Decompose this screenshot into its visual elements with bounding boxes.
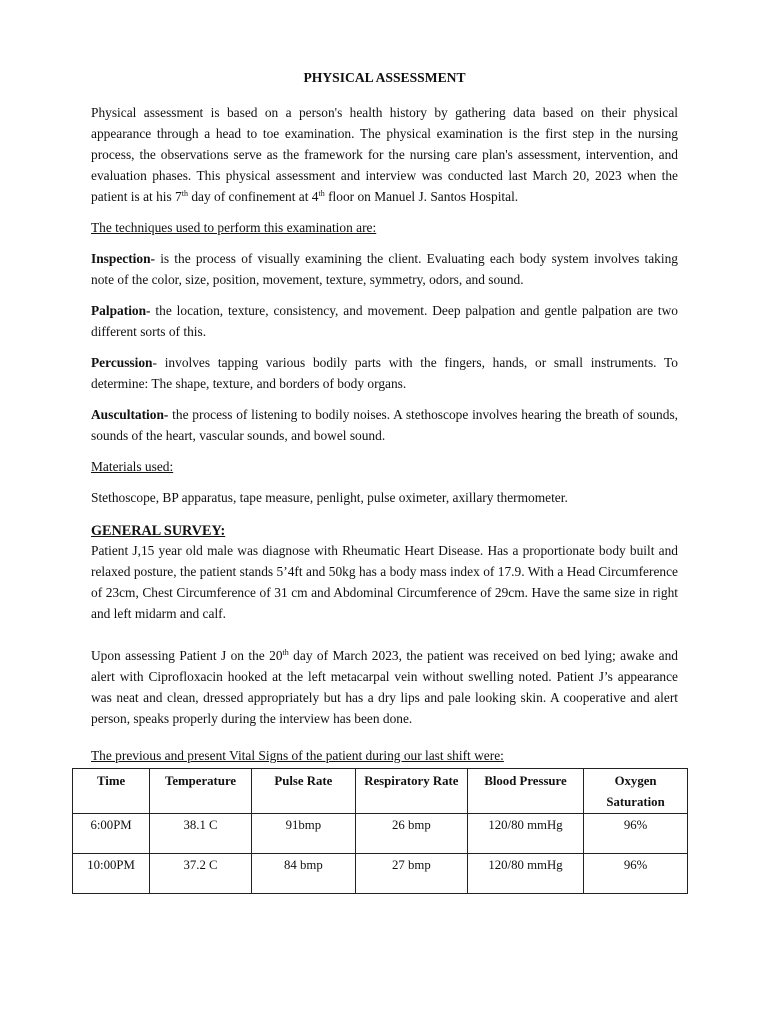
column-header-time: Time bbox=[73, 769, 150, 814]
techniques-heading: The techniques used to perform this examination are: bbox=[91, 220, 377, 235]
intro-text-2: day of confinement at 4 bbox=[187, 189, 319, 204]
technique-inspection bbox=[91, 248, 678, 290]
paragraph-spacer bbox=[91, 624, 678, 645]
cell-blood-pressure: 120/80 mmHg bbox=[467, 814, 583, 854]
document-body bbox=[87, 64, 678, 894]
survey-sup: th bbox=[282, 648, 289, 657]
column-header-respiratory-rate: Respiratory Rate bbox=[355, 769, 467, 814]
column-header-temperature: Temperature bbox=[150, 769, 252, 814]
cell-temperature: 38.1 C bbox=[150, 814, 252, 854]
vitals-heading: The previous and present Vital Signs of the patient during our last shift were: bbox=[91, 748, 504, 763]
general-survey-heading: GENERAL SURVEY: bbox=[91, 523, 226, 539]
column-header-pulse-rate: Pulse Rate bbox=[251, 769, 355, 814]
cell-time: 10:00PM bbox=[73, 854, 150, 894]
cell-respiratory-rate: 26 bmp bbox=[355, 814, 467, 854]
technique-auscultation bbox=[91, 404, 678, 446]
cell-time: 6:00PM bbox=[73, 814, 150, 854]
technique-text: is the process of visually examining the client. Evaluating each body system involves taking note of the color, size, position, movement, texture, symmetry, odors, and sound. bbox=[91, 251, 678, 287]
technique-term: Palpation- bbox=[91, 303, 151, 318]
table-row bbox=[73, 814, 688, 854]
intro-text-3: floor on Manuel J. Santos Hospital. bbox=[324, 189, 519, 204]
cell-blood-pressure: 120/80 mmHg bbox=[467, 854, 583, 894]
technique-text: the location, texture, consistency, and movement. Deep palpation and gentle palpation are two different sorts of this. bbox=[91, 303, 678, 339]
general-survey-paragraph-2 bbox=[91, 645, 678, 729]
cell-oxygen-saturation: 96% bbox=[584, 814, 688, 854]
intro-sup-1: th bbox=[181, 189, 188, 198]
column-header-oxygen-saturation: Oxygen Saturation bbox=[584, 769, 688, 814]
technique-term: Auscultation- bbox=[91, 407, 169, 422]
technique-palpation bbox=[91, 300, 678, 342]
technique-text: - involves tapping various bodily parts with the fingers, hands, or small instruments. To determine: The shape, texture, and borders of body organs. bbox=[91, 355, 678, 391]
technique-percussion bbox=[91, 352, 678, 394]
intro-text-1: Physical assessment is based on a person's health history by gathering data based on their physical appearance through a head to toe examination. The physical examination is the first step in the nursing process, the observations serve as the framework for the nursing care plan's assessment, intervention, and evaluation phases. This physical assessment and interview was conducted last March 20, 2023 when the patient is at his 7 bbox=[91, 105, 678, 204]
intro-paragraph bbox=[91, 102, 678, 207]
vital-signs-table bbox=[72, 768, 688, 894]
general-survey-paragraph-1: Patient J,15 year old male was diagnose with Rheumatic Heart Disease. Has a proportionate body built and relaxed posture, the patient stands 5’4ft and 50kg has a body mass index of 17.9. With a Head Circumference of 23cm, Chest Circumference of 31 cm and Abdominal Circumference of 29cm. Have the same size in right and left midarm and calf. bbox=[91, 543, 678, 621]
materials-text: Stethoscope, BP apparatus, tape measure, penlight, pulse oximeter, axillary thermometer. bbox=[91, 490, 568, 505]
cell-respiratory-rate: 27 bmp bbox=[355, 854, 467, 894]
cell-temperature: 37.2 C bbox=[150, 854, 252, 894]
technique-term: Percussion bbox=[91, 355, 153, 370]
column-header-blood-pressure: Blood Pressure bbox=[467, 769, 583, 814]
technique-text: the process of listening to bodily noises. A stethoscope involves hearing the breath of sounds, sounds of the heart, vascular sounds, and bowel sound. bbox=[91, 407, 678, 443]
technique-term: Inspection- bbox=[91, 251, 155, 266]
cell-pulse-rate: 84 bmp bbox=[251, 854, 355, 894]
intro-sup-2: th bbox=[318, 189, 325, 198]
document-title: PHYSICAL ASSESSMENT bbox=[303, 70, 466, 85]
cell-oxygen-saturation: 96% bbox=[584, 854, 688, 894]
table-header-row bbox=[73, 769, 688, 814]
survey-text-2: day of March 2023, the patient was received on bed lying; awake and alert with Ciprofloxacin hooked at the left metacarpal vein without swelling noted. Patient J’s appearance was neat and clean, dressed appropriately but has a dry lips and pale looking skin. A cooperative and alert person, speaks properly during the interview has been done. bbox=[91, 648, 678, 726]
survey-text-1: Upon assessing Patient J on the 20 bbox=[91, 648, 283, 663]
materials-heading: Materials used: bbox=[91, 459, 174, 474]
cell-pulse-rate: 91bmp bbox=[251, 814, 355, 854]
table-row bbox=[73, 854, 688, 894]
